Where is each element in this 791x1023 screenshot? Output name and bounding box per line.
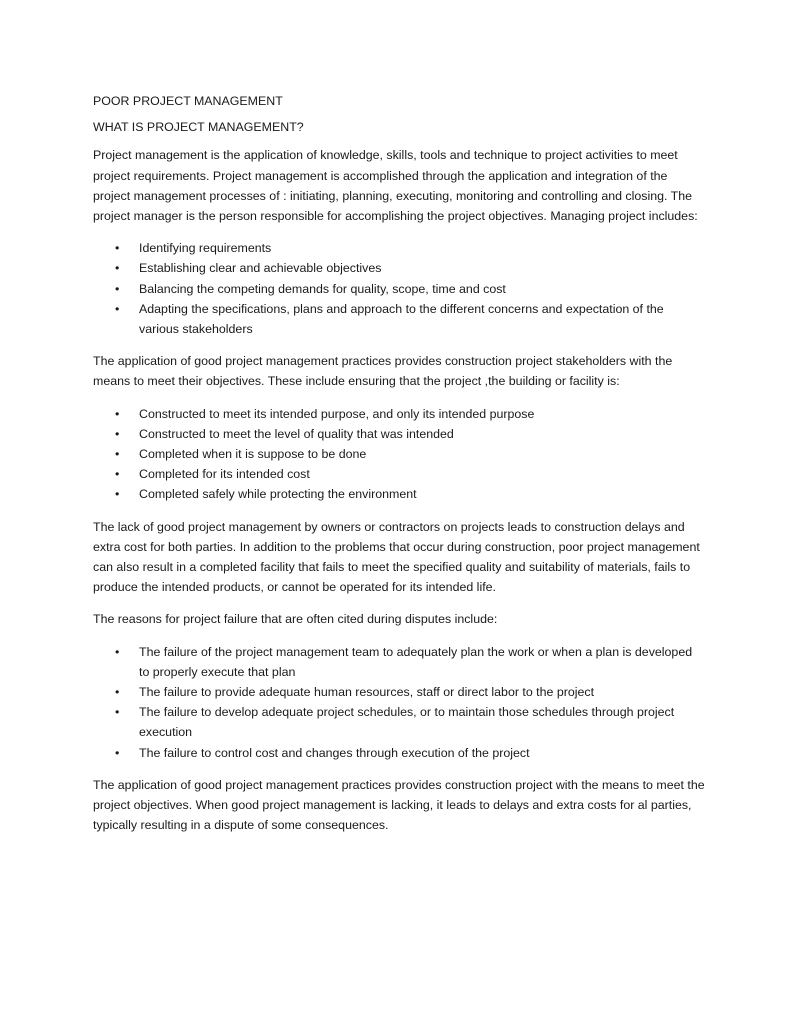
paragraph-failure-reasons: The reasons for project failure that are often cited during disputes include: <box>93 612 498 627</box>
list-item: • Establishing clear and achievable objectives <box>93 258 705 278</box>
bullet-list-facility <box>93 404 705 505</box>
bullet-icon: • <box>115 745 120 760</box>
document-page <box>93 91 705 848</box>
list-item: • Constructed to meet its intended purpose, and only its intended purpose <box>93 404 705 424</box>
list-item: • The failure to control cost and changes through execution of the project <box>93 743 705 763</box>
list-item: • Constructed to meet the level of quality that was intended <box>93 424 705 444</box>
paragraph-good-practices: The application of good project management practices provides construction project stakeholders with the means to meet their objectives. These include ensuring that the project ,the building or facility is: <box>93 354 673 389</box>
list-item: • The failure to provide adequate human resources, staff or direct labor to the project <box>93 682 705 702</box>
bullet-icon: • <box>115 281 120 296</box>
paragraph-lack-of-management: The lack of good project management by owners or contractors on projects leads to construction delays and extra cost for both parties. In addition to the problems that occur during construction, poor project management can also result in a completed facility that fails to meet the specified quality and suitability of materials, fails to produce the intended products, or cannot be operated for its intended life. <box>93 519 700 595</box>
list-item: • The failure of the project management team to adequately plan the work or when a plan is developed to properly execute that plan <box>93 642 705 682</box>
bullet-icon: • <box>115 487 120 502</box>
bullet-icon: • <box>115 705 120 720</box>
section-heading: WHAT IS PROJECT MANAGEMENT? <box>93 120 304 135</box>
bullet-icon: • <box>115 644 120 659</box>
bullet-list-failures <box>93 642 705 763</box>
bullet-icon: • <box>115 261 120 276</box>
list-item: • Identifying requirements <box>93 238 705 258</box>
bullet-icon: • <box>115 426 120 441</box>
bullet-icon: • <box>115 467 120 482</box>
bullet-icon: • <box>115 241 120 256</box>
bullet-icon: • <box>115 685 120 700</box>
bullet-icon: • <box>115 301 120 316</box>
paragraph-definition: Project management is the application of knowledge, skills, tools and technique to project activities to meet project requirements. Project management is accomplished through the application and integration of the project management processes of : initiating, planning, executing, monitoring and controlling and closing. The project manager is the person responsible for accomplishing the project objectives. Managing project includes: <box>93 148 698 224</box>
paragraph-conclusion: The application of good project management practices provides construction project with the means to meet the project objectives. When good project management is lacking, it leads to delays and extra costs for al parties, typically resulting in a dispute of some consequences. <box>93 777 705 833</box>
list-item: • Balancing the competing demands for quality, scope, time and cost <box>93 279 705 299</box>
document-title: POOR PROJECT MANAGEMENT <box>93 94 283 108</box>
bullet-icon: • <box>115 447 120 462</box>
list-item: • Completed for its intended cost <box>93 464 705 484</box>
list-item: • Completed safely while protecting the environment <box>93 484 705 504</box>
bullet-list-managing <box>93 238 705 339</box>
list-item: • The failure to develop adequate project schedules, or to maintain those schedules through project execution <box>93 702 705 742</box>
bullet-icon: • <box>115 406 120 421</box>
list-item: • Adapting the specifications, plans and approach to the different concerns and expectation of the various stakeholders <box>93 299 705 339</box>
list-item: • Completed when it is suppose to be done <box>93 444 705 464</box>
